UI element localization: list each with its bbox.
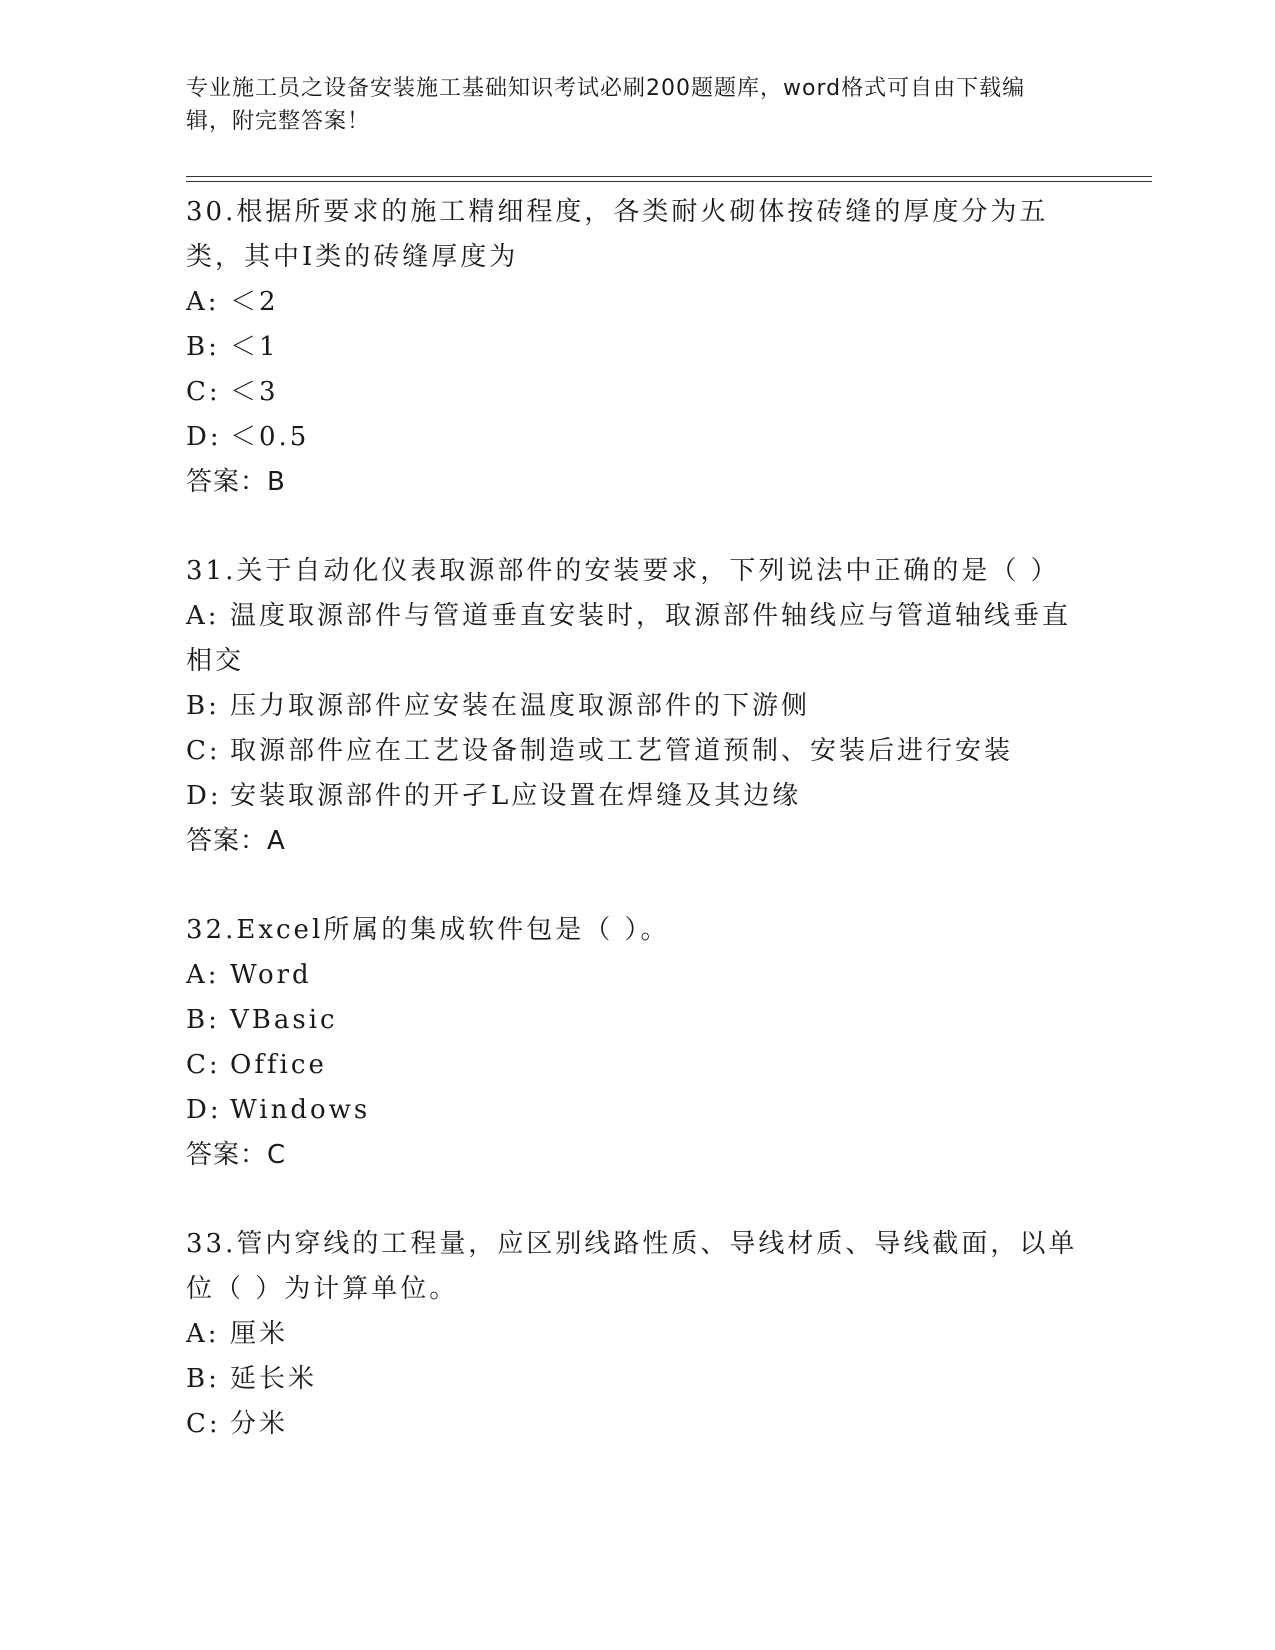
question-list — [186, 190, 1086, 1447]
option-text: Windows — [230, 1095, 371, 1125]
answer: 答案：B — [186, 467, 286, 497]
option-c — [186, 729, 1086, 774]
option-b — [186, 1357, 1086, 1402]
option-label: D: — [186, 422, 222, 452]
option-text: Office — [230, 1050, 327, 1080]
answer: 答案：C — [186, 1140, 287, 1170]
option-text: ＜3 — [230, 377, 279, 407]
spacer — [186, 505, 1086, 549]
option-d — [186, 1088, 1086, 1133]
spacer — [186, 1178, 1086, 1222]
option-text: VBasic — [230, 1005, 338, 1035]
option-label: C: — [186, 377, 221, 407]
option-d — [186, 415, 1086, 460]
option-label: C: — [186, 736, 221, 766]
option-text: 温度取源部件与管道垂直安装时，取源部件轴线应与管道轴线垂直相交 — [186, 601, 1072, 676]
option-c — [186, 1402, 1086, 1447]
option-text: 延长米 — [230, 1364, 318, 1394]
option-label: A: — [186, 287, 220, 317]
option-text: 压力取源部件应安装在温度取源部件的下游侧 — [230, 691, 811, 721]
option-label: B: — [186, 1364, 220, 1394]
option-label: D: — [186, 1095, 222, 1125]
option-label: A: — [186, 1319, 220, 1349]
option-a — [186, 594, 1086, 684]
option-text: 分米 — [230, 1409, 289, 1439]
question-33 — [186, 1222, 1086, 1447]
question-32 — [186, 908, 1086, 1178]
question-text: 30.根据所要求的施工精细程度，各类耐火砌体按砖缝的厚度分为五类，其中Ⅰ类的砖缝厚度为 — [186, 197, 1049, 272]
option-text: 安装取源部件的开孑L应设置在焊缝及其边缘 — [230, 781, 802, 811]
answer: 答案：A — [186, 826, 286, 856]
option-a — [186, 280, 1086, 325]
option-text: ＜1 — [230, 332, 279, 362]
option-label: C: — [186, 1409, 221, 1439]
option-text: Word — [230, 960, 312, 990]
option-text: 取源部件应在工艺设备制造或工艺管道预制、安装后进行安装 — [230, 736, 1014, 766]
option-text: 厘米 — [230, 1319, 289, 1349]
option-label: B: — [186, 691, 220, 721]
header-divider-top — [186, 176, 1152, 177]
spacer — [186, 864, 1086, 908]
option-b — [186, 998, 1086, 1043]
option-b — [186, 684, 1086, 729]
question-text: 31.关于自动化仪表取源部件的安装要求，下列说法中正确的是（ ） — [186, 556, 1060, 586]
option-a — [186, 953, 1086, 998]
option-text: ＜2 — [230, 287, 279, 317]
option-c — [186, 1043, 1086, 1088]
question-30 — [186, 190, 1086, 505]
option-b — [186, 325, 1086, 370]
option-label: A: — [186, 601, 220, 631]
option-label: D: — [186, 781, 222, 811]
option-label: C: — [186, 1050, 221, 1080]
header-divider-bottom — [186, 181, 1152, 182]
option-label: A: — [186, 960, 220, 990]
page-header: 专业施工员之设备安装施工基础知识考试必刷200题题库，word格式可自由下载编辑，附完整答案！ — [186, 76, 1026, 134]
option-label: B: — [186, 332, 220, 362]
option-c — [186, 370, 1086, 415]
option-text: ＜0.5 — [230, 422, 310, 452]
question-31 — [186, 549, 1086, 864]
option-a — [186, 1312, 1086, 1357]
option-label: B: — [186, 1005, 220, 1035]
option-d — [186, 774, 1086, 819]
question-text: 33.管内穿线的工程量，应区别线路性质、导线材质、导线截面，以单位（ ）为计算单位。 — [186, 1229, 1078, 1304]
question-text: 32.Excel所属的集成软件包是（ ）。 — [186, 915, 670, 945]
